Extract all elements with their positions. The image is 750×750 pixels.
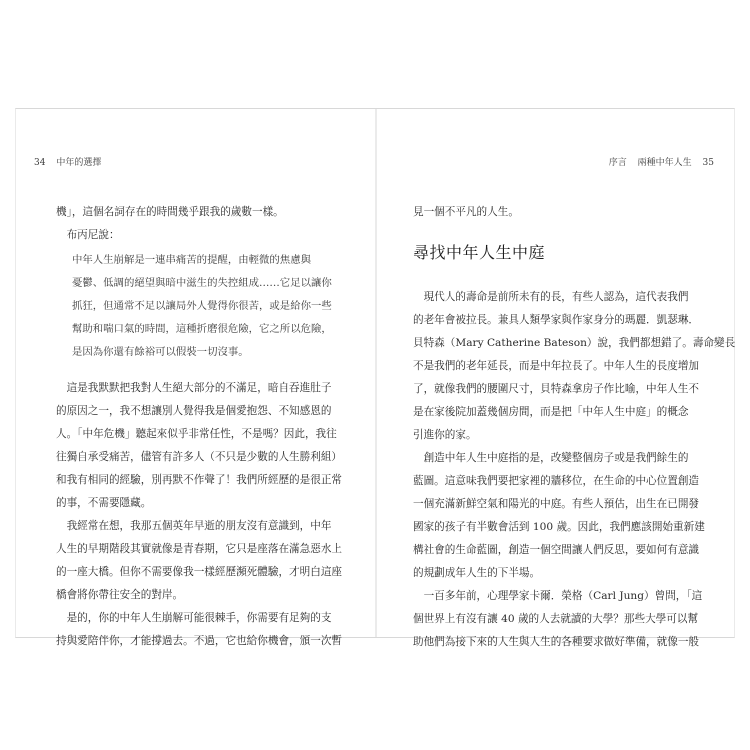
body-line: 的一座大橋。但你不需要像我一樣經歷瀕死體驗，才明白這座: [56, 566, 343, 578]
body-line: 引進你的家。: [413, 429, 477, 441]
block-quote-line: 憂鬱、低調的絕望與暗中滋生的失控組成……它足以讓你: [72, 277, 332, 289]
body-line: 是在家後院加蓋幾個房間，而是把「中年人生中庭」的概念: [413, 406, 689, 418]
left-running-head: [34, 155, 109, 168]
body-line: 貝特森（Mary Catherine Bateson）說，我們都想錯了。壽命變長: [413, 337, 736, 349]
body-line: 橋會將你帶往安全的對岸。: [56, 589, 184, 601]
left-page: [16, 109, 375, 647]
body-line: 構社會的生命藍圖，創造一個空間讓人們反思，要如何有意識: [413, 544, 700, 556]
body-line: 一百多年前，心理學家卡爾．榮格（Carl Jung）曾問，「這: [413, 590, 703, 602]
body-line: 這是我默默把我對人生絕大部分的不滿足，暗自吞進肚子: [56, 382, 332, 394]
body-line: 國家的孩子有半數會活到 100 歲。因此，我們應該開始重新建: [413, 521, 705, 533]
right-page: [377, 109, 736, 648]
book-spread: [15, 108, 736, 648]
body-line: 人。「中年危機」聽起來似乎非常任性，不是嗎？因此，我往: [56, 428, 337, 440]
right-running-head-section: 序言: [608, 158, 627, 168]
body-line: 和我有相同的經驗，別再默不作聲了！我們所經歷的是很正常: [56, 474, 343, 486]
block-quote-line: 幫助和喘口氣的時間，這種折磨很危險，它之所以危險，: [72, 323, 332, 335]
body-line: 持與愛陪伴你，才能撐過去。不過，它也給你機會，頒一次暫: [56, 635, 343, 647]
body-line: 藍圖。這意味我們要把家裡的牆移位，在生命的中心位置創造: [413, 475, 700, 487]
body-line: 的事，不需要隱藏。: [56, 497, 152, 509]
left-running-head-title: 中年的選擇: [56, 158, 102, 168]
left-page-line: 布丙尼說：: [56, 229, 120, 241]
body-line: 個世界上有沒有讓 40 歲的人去就讀的大學？那些大學可以幫: [413, 613, 699, 625]
left-page-line: 機」，這個名詞存在的時間幾乎跟我的歲數一樣。: [56, 206, 284, 218]
body-line: 了，就像我們的腰圍尺寸，貝特森拿房子作比喻，中年人生不: [413, 383, 700, 395]
body-line: 創造中年人生中庭指的是，改變整個房子或是我們餘生的: [413, 452, 689, 464]
right-running-head-title: 兩種中年人生: [637, 158, 692, 168]
left-page-number: 34: [34, 158, 46, 168]
body-line: 往獨自承受痛苦，儘管有許多人（不只是少數的人生勝利組）: [56, 451, 343, 463]
body-line: 的原因之一，我不想讓別人覺得我是個愛抱怨、不知感恩的: [56, 405, 332, 417]
section-heading: 尋找中年人生中庭: [413, 243, 546, 262]
body-line: 不是我們的老年延長，而是中年拉長了。中年人生的長度增加: [413, 360, 700, 372]
right-running-head: [601, 155, 714, 168]
body-line: 現代人的壽命是前所未有的長，有些人認為，這代表我們: [413, 291, 689, 303]
body-line: 是的，你的中年人生崩解可能很棘手，你需要有足夠的支: [56, 612, 332, 624]
right-page-number: 35: [702, 158, 714, 168]
body-line: 一個充滿新鮮空氣和陽光的中庭。有些人預估，出生在已開發: [413, 498, 700, 510]
block-quote-line: 是因為你還有餘裕可以假裝一切沒事。: [72, 346, 249, 358]
block-quote-line: 中年人生崩解是一連串痛苦的提醒，由輕微的焦慮與: [72, 254, 311, 266]
body-line: 的規劃成年人生的下半場。: [413, 567, 541, 579]
right-page-first-line: 見一個不平凡的人生。: [413, 206, 519, 218]
body-line: 助他們為接下來的人生與人生的各種要求做好準備，就像一般: [413, 636, 700, 648]
body-line: 人生的早期階段其實就像是青春期，它只是座落在滿急惡水上: [56, 543, 343, 555]
body-line: 我經常在想，我那五個英年早逝的朋友沒有意識到，中年: [56, 520, 332, 532]
block-quote-line: 抓狂，但通常不足以讓局外人覺得你很苦，或是給你一些: [72, 300, 332, 312]
body-line: 的老年會被拉長。兼具人類學家與作家身分的瑪麗．凱瑟琳．: [413, 314, 700, 326]
